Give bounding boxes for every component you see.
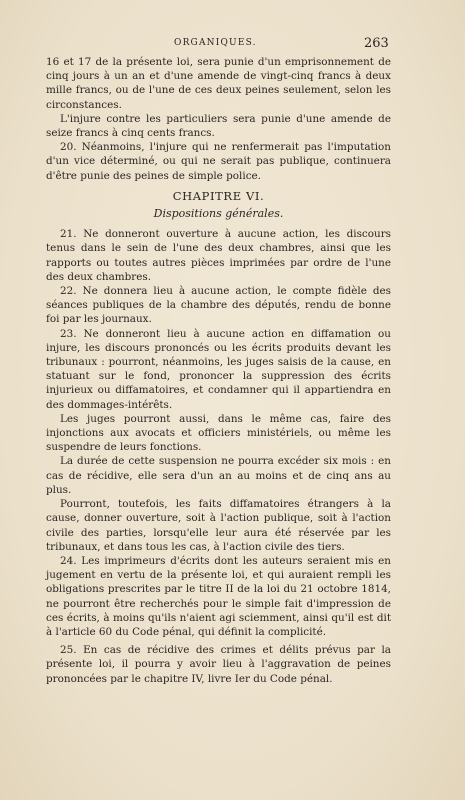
paragraph-injure-particuliers: L'injure contre les particuliers sera punie d'une amende de seize francs à cinq cents francs.: [46, 112, 391, 140]
article-25: 25. En cas de récidive des crimes et délits prévus par la présente loi, il pourra y avoir lieu à l'aggravation de peines prononcées par le chapitre IV, livre Ier du Code pénal.: [46, 644, 391, 685]
chapter-title: CHAPITRE VI.: [172, 188, 265, 203]
paragraph-suspension: La durée de cette suspension ne pourra excéder six mois : en cas de récidive, elle sera d'un an au moins et de cinq ans au plus.: [46, 455, 391, 496]
body-text: [46, 55, 391, 686]
paragraph-continuation: 16 et 17 de la présente loi, sera punie d'un emprisonnement de cinq jours à un an et d'une amende de vingt-cinq francs à deux mille francs, ou de l'une de ces deux peines seulement, selon les circonstances.: [46, 56, 391, 111]
article-23: 23. Ne donneront lieu à aucune action en diffamation ou injure, les discours prononcés ou les écrits produits devant les tribunaux : pourront, néanmoins, les juges saisis de la cause, en statuant sur le fond, prononcer la suppression des écrits injurieux ou diffamatoires, et condamner qui il appartiendra en des dommages-intérêts.: [46, 327, 391, 411]
page-number: 263: [364, 36, 389, 51]
running-title: ORGANIQUES.: [174, 38, 257, 48]
page-header: [0, 36, 465, 52]
section-title: Dispositions générales.: [153, 207, 284, 221]
article-20: 20. Néanmoins, l'injure qui ne renfermerait pas l'imputation d'un vice déterminé, ou qui ne serait pas publique, continuera d'être punie des peines de simple police.: [46, 141, 391, 182]
article-21: 21. Ne donneront ouverture à aucune action, les discours tenus dans le sein de l'une des deux chambres, ainsi que les rapports ou toutes autres pièces imprimées par ordre de l'une des deux chambres.: [46, 228, 391, 283]
paragraph-faits-diffamatoires: Pourront, toutefois, les faits diffamatoires étrangers à la cause, donner ouverture, soit à l'action publique, soit à l'action civile des parties, lorsqu'elle leur aura été réservée par les tribunaux, et dans tous les cas, à l'action civile des tiers.: [46, 498, 391, 553]
paragraph-injonctions: Les juges pourront aussi, dans le même cas, faire des injonctions aux avocats et officiers ministériels, ou même les suspendre de leurs fonctions.: [46, 412, 391, 454]
article-24: 24. Les imprimeurs d'écrits dont les auteurs seraient mis en jugement en vertu de la présente loi, et qui auraient rempli les obligations prescrites par le titre II de la loi du 21 octobre 1814, ne pourront être recherchés pour le simple fait d'impression de ces écrits, à moins qu'ils n'aient agi sciemment, ainsi qu'il est dit à l'article 60 du Code pénal, qui définit la complicité.: [46, 554, 391, 638]
article-22: 22. Ne donnera lieu à aucune action, le compte fidèle des séances publiques de la chambre des députés, rendu de bonne foi par les journaux.: [46, 285, 391, 326]
